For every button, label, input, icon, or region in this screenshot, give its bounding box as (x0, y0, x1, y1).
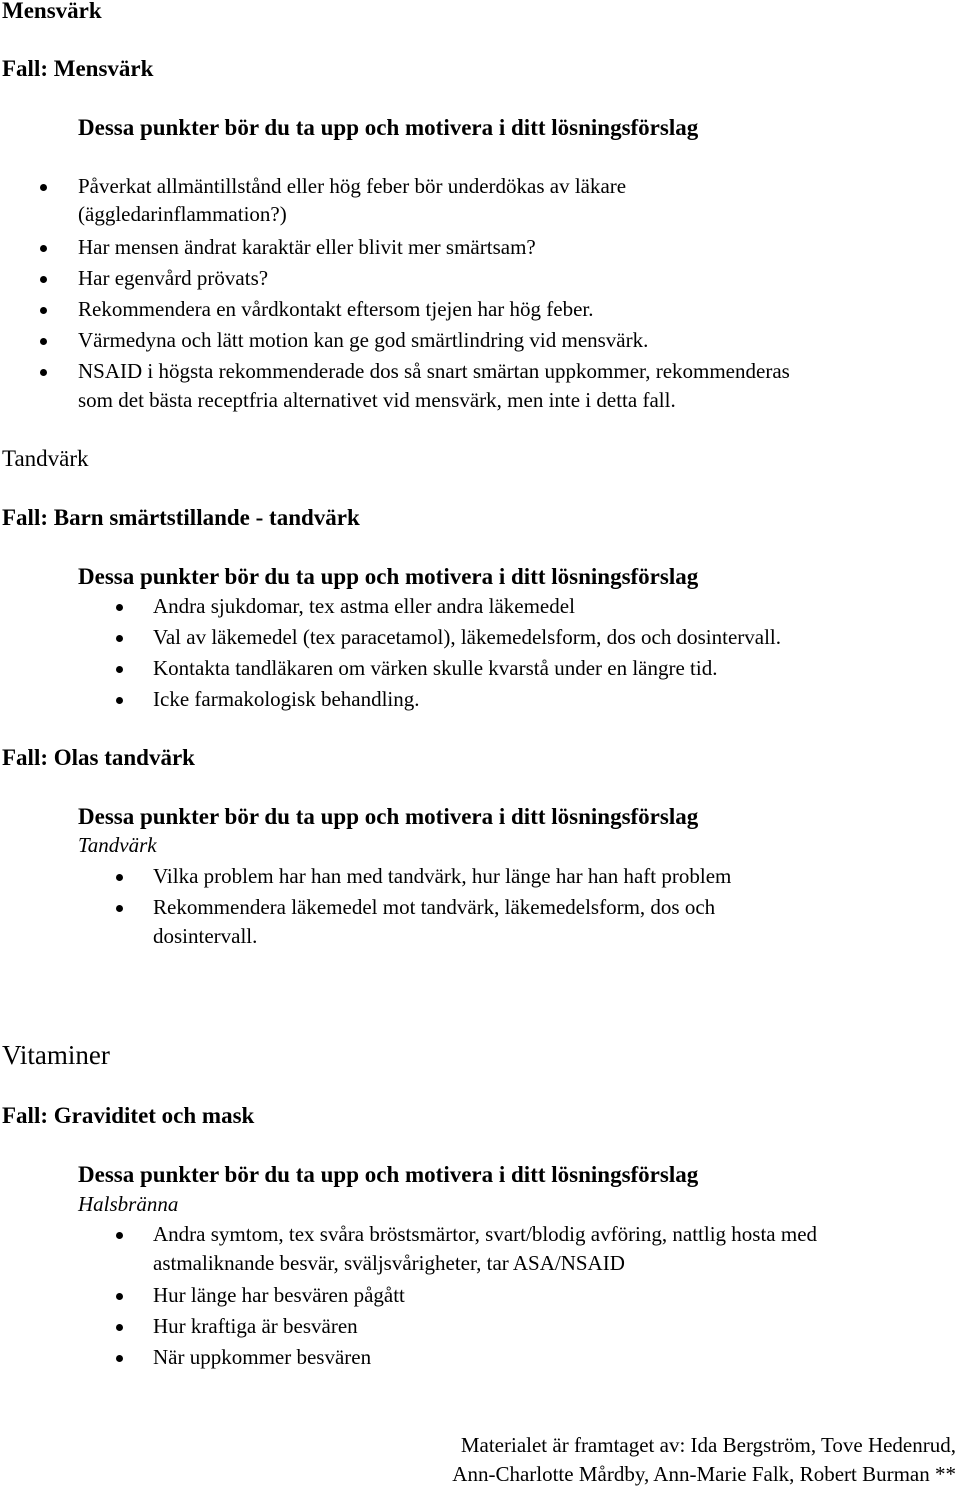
bullet-dot (116, 635, 123, 642)
footer-credit-line1: Materialet är framtaget av: Ida Bergström, Tove Hedenrud, (460, 1433, 956, 1457)
bullet-dot (116, 905, 123, 912)
list-item: Andra symtom, tex svåra bröstsmärtor, svart/blodig avföring, nattlig hosta med (153, 1222, 818, 1246)
bullet-dot (116, 666, 123, 673)
bullet-dot (116, 697, 123, 704)
section-title-mensvark: Mensvärk (2, 0, 102, 23)
points-heading-mensvark: Dessa punkter bör du ta upp och motivera i ditt lösningsförslag (78, 115, 699, 140)
list-item-continuation: astmaliknande besvär, sväljsvårigheter, tar ASA/NSAID (153, 1251, 625, 1275)
list-item: När uppkommer besvären (153, 1345, 372, 1369)
section-title-tandvark: Tandvärk (2, 446, 89, 471)
bullet-dot (116, 1324, 123, 1331)
bullet-dot (116, 1355, 123, 1362)
subheading-tandvark: Tandvärk (78, 833, 157, 857)
list-item-continuation: som det bästa receptfria alternativet vid mensvärk, men inte i detta fall. (78, 388, 676, 412)
bullet-dot (40, 184, 47, 191)
list-item: Hur kraftiga är besvären (153, 1314, 358, 1338)
points-heading-ola: Dessa punkter bör du ta upp och motivera i ditt lösningsförslag (78, 804, 699, 829)
case-title-barn: Fall: Barn smärtstillande - tandvärk (2, 505, 360, 530)
footer-credit-line2: Ann-Charlotte Mårdby, Ann-Marie Falk, Robert Burman ** (452, 1462, 956, 1486)
list-item: Värmedyna och lätt motion kan ge god smärtlindring vid mensvärk. (78, 328, 649, 352)
list-item: Vilka problem har han med tandvärk, hur länge har han haft problem (153, 864, 732, 888)
bullet-dot (116, 1293, 123, 1300)
points-heading-barn: Dessa punkter bör du ta upp och motivera i ditt lösningsförslag (78, 564, 699, 589)
list-item: Påverkat allmäntillstånd eller hög feber bör underdökas av läkare (78, 174, 627, 198)
list-item: Hur länge har besvären pågått (153, 1283, 405, 1307)
bullet-dot (40, 245, 47, 252)
case-title-mensvark: Fall: Mensvärk (2, 56, 154, 81)
subheading-halsbranna: Halsbränna (78, 1192, 179, 1216)
list-item: Kontakta tandläkaren om värken skulle kvarstå under en längre tid. (153, 656, 718, 680)
case-title-ola: Fall: Olas tandvärk (2, 745, 195, 770)
points-heading-graviditet: Dessa punkter bör du ta upp och motivera i ditt lösningsförslag (78, 1162, 699, 1187)
list-item: NSAID i högsta rekommenderade dos så snart smärtan uppkommer, rekommenderas (78, 359, 790, 383)
list-item-continuation: (äggledarinflammation?) (78, 202, 287, 226)
list-item: Andra sjukdomar, tex astma eller andra läkemedel (153, 594, 575, 618)
bullet-dot (116, 1232, 123, 1239)
list-item: Har mensen ändrat karaktär eller blivit mer smärtsam? (78, 235, 536, 259)
section-title-vitaminer: Vitaminer (2, 1040, 110, 1070)
case-title-graviditet: Fall: Graviditet och mask (2, 1103, 255, 1128)
bullet-dot (40, 338, 47, 345)
list-item: Rekommendera en vårdkontakt eftersom tjejen har hög feber. (78, 297, 594, 321)
list-item-continuation: dosintervall. (153, 924, 258, 948)
bullet-dot (116, 874, 123, 881)
bullet-dot (116, 604, 123, 611)
list-item: Icke farmakologisk behandling. (153, 687, 420, 711)
list-item: Har egenvård prövats? (78, 266, 269, 290)
bullet-dot (40, 369, 47, 376)
list-item: Rekommendera läkemedel mot tandvärk, läkemedelsform, dos och (153, 895, 716, 919)
bullet-dot (40, 276, 47, 283)
list-item: Val av läkemedel (tex paracetamol), läkemedelsform, dos och dosintervall. (153, 625, 782, 649)
bullet-dot (40, 307, 47, 314)
